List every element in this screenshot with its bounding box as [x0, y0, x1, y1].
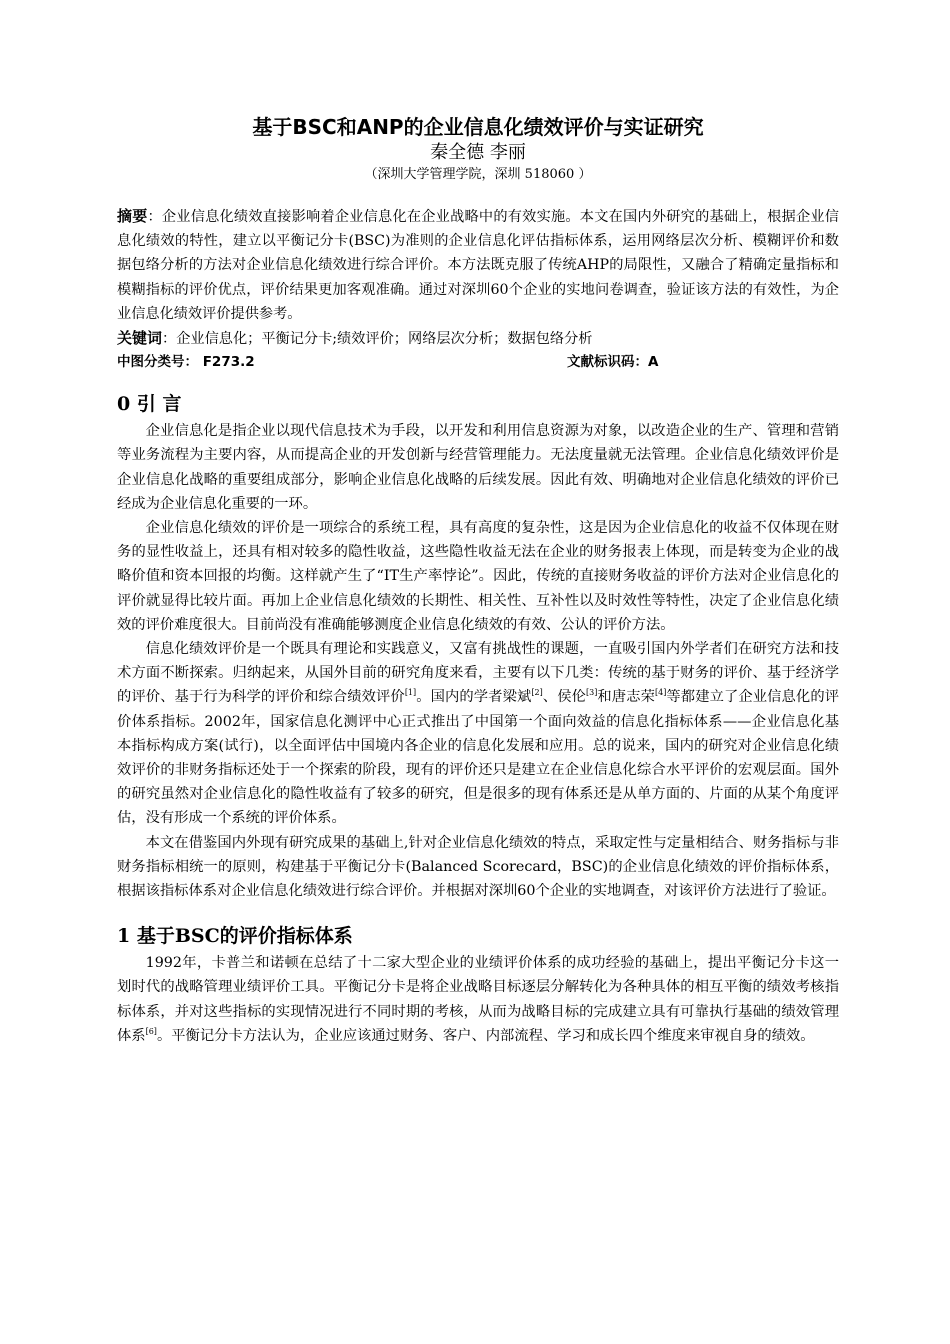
p3-part-c: 、侯伦 — [542, 689, 586, 706]
abstract-colon: ： — [147, 209, 162, 225]
abstract — [117, 204, 839, 326]
citation-2: [2] — [531, 688, 543, 698]
clc-value: F273.2 — [198, 354, 255, 371]
clc-label: 中图分类号： — [117, 354, 198, 371]
abstract-label: 摘要 — [117, 207, 148, 225]
section-0-heading: 0 引 言 — [117, 393, 182, 416]
section-1-heading: 1 基于BSC的评价指标体系 — [117, 925, 353, 948]
abstract-text: 企业信息化绩效直接影响着企业信息化在企业战略中的有效实施。本文在国内外研究的基础上，根据企业信息化绩效的特性，建立以平衡记分卡(BSC)为准则的企业信息化评估指标体系，运用网络层次分析、模糊评价和数据包络分析的方法对企业信息化绩效进行综合评价。本方法既克服了传统AHP的局限性，又融合了精确定量指标和模糊指标的评价优点，评价结果更加客观准确。通过对深圳60个企业的实地问卷调查，验证该方法的有效性，为企业信息化绩效评价提供参考。 — [117, 209, 839, 322]
citation-4: [4] — [654, 688, 667, 698]
paper-affiliation: （深圳大学管理学院，深圳 518060 ） — [364, 167, 592, 182]
p3-part-a: 信息化绩效评价是一个既具有理论和实践意义，又富有挑战性的课题，一直吸引国内外学者们在研究方法和技术方面不断探索。归纳起来，从国外目前的研究角度来看，主要有以下几类：传统的基于财务的评价、基于经济学的评价、基于行为科学的评价和综合绩效评价 — [117, 641, 839, 706]
doc-code — [567, 351, 658, 373]
paper-authors: 秦全德 李丽 — [430, 142, 526, 163]
s1-part-b: 。平衡记分卡方法认为，企业应该通过财务、客户、内部流程、学习和成长四个维度来审视自身的绩效。 — [156, 1027, 815, 1044]
section-0-paragraph-3 — [117, 637, 839, 831]
section-0-paragraph-2: 企业信息化绩效的评价是一项综合的系统工程，具有高度的复杂性，这是因为企业信息化的收益不仅体现在财务的显性收益上，还具有相对较多的隐性收益，这些隐性收益无法在企业的财务报表上体现，而是转变为企业的战略价值和资本回报的均衡。这样就产生了“IT生产率悖论”。因此，传统的直接财务收益的评价方法对企业信息化的评价就显得比较片面。再加上企业信息化绩效的长期性、相关性、互补性以及时效性等特性，决定了企业信息化绩效的评价难度很大。目前尚没有准确能够测度企业信息化绩效的有效、公认的评价方法。 — [117, 520, 839, 633]
section-0-paragraph-1: 企业信息化是指企业以现代信息技术为手段，以开发和利用信息资源为对象，以改造企业的生产、管理和营销等业务流程为主要内容，从而提高企业的开发创新与经营管理能力。无法度量就无法管理。企业信息化绩效评价是企业信息化战略的重要组成部分，影响企业信息化战略的后续发展。因此有效、明确地对企业信息化绩效的评价已经成为企业信息化重要的一环。 — [117, 423, 839, 512]
classification-row — [117, 351, 839, 373]
citation-3: [3] — [585, 688, 598, 698]
clc-code — [117, 351, 567, 373]
paper-page — [117, 112, 839, 1048]
doc-value: A — [648, 354, 659, 371]
keywords-label: 关键词 — [117, 329, 163, 348]
doc-label: 文献标识码： — [567, 354, 648, 371]
section-1-paragraph-1 — [117, 951, 839, 1048]
keywords-text: 企业信息化；平衡记分卡;绩效评价；网络层次分析；数据包络分析 — [176, 331, 593, 348]
p3-part-b: 。国内的学者梁斌 — [416, 689, 532, 706]
p3-part-d: 和唐志荣 — [597, 689, 655, 706]
p3-part-e: 等都建立了企业信息化的评价体系指标。2002年，国家信息化测评中心正式推出了中国第一个面向效益的信息化指标体系——企业信息化基本指标构成方案(试行)，以全面评估中国境内各企业的信息化发展和应用。总的说来，国内的研究对企业信息化绩效评价的非财务指标还处于一个探索的阶段，现有的评价还只是建立在企业信息化综合水平评价的宏观层面。国外的研究虽然对企业信息化的隐性收益有了较多的研究，但是很多的现有体系还是从单方面的、片面的从某个角度评估，没有形成一个系统的评价体系。 — [117, 689, 840, 827]
keywords — [117, 326, 839, 351]
paper-title: 基于BSC和ANP的企业信息化绩效评价与实证研究 — [252, 115, 704, 139]
keywords-colon: ： — [162, 331, 177, 348]
citation-1: [1] — [404, 688, 417, 698]
s1-part-a: 1992年，卡普兰和诺顿在总结了十二家大型企业的业绩评价体系的成功经验的基础上，提出平衡记分卡这一划时代的战略管理业绩评价工具。平衡记分卡是将企业战略目标逐层分解转化为各种具体的相互平衡的绩效考核指标体系，并对这些指标的实现情况进行不同时期的考核，从而为战略目标的完成建立具有可靠执行基础的绩效管理体系 — [117, 955, 839, 1044]
citation-6: [6] — [145, 1027, 157, 1037]
section-0-paragraph-4: 本文在借鉴国内外现有研究成果的基础上,针对企业信息化绩效的特点，采取定性与定量相结合、财务指标与非财务指标相统一的原则，构建基于平衡记分卡(Balanced Scorecard，BSC)的企业信息化绩效的评价指标体系，根据该指标体系对企业信息化绩效进行综合评价。并根据对深圳60个企业的实地调查，对该评价方法进行了验证。 — [117, 834, 839, 900]
